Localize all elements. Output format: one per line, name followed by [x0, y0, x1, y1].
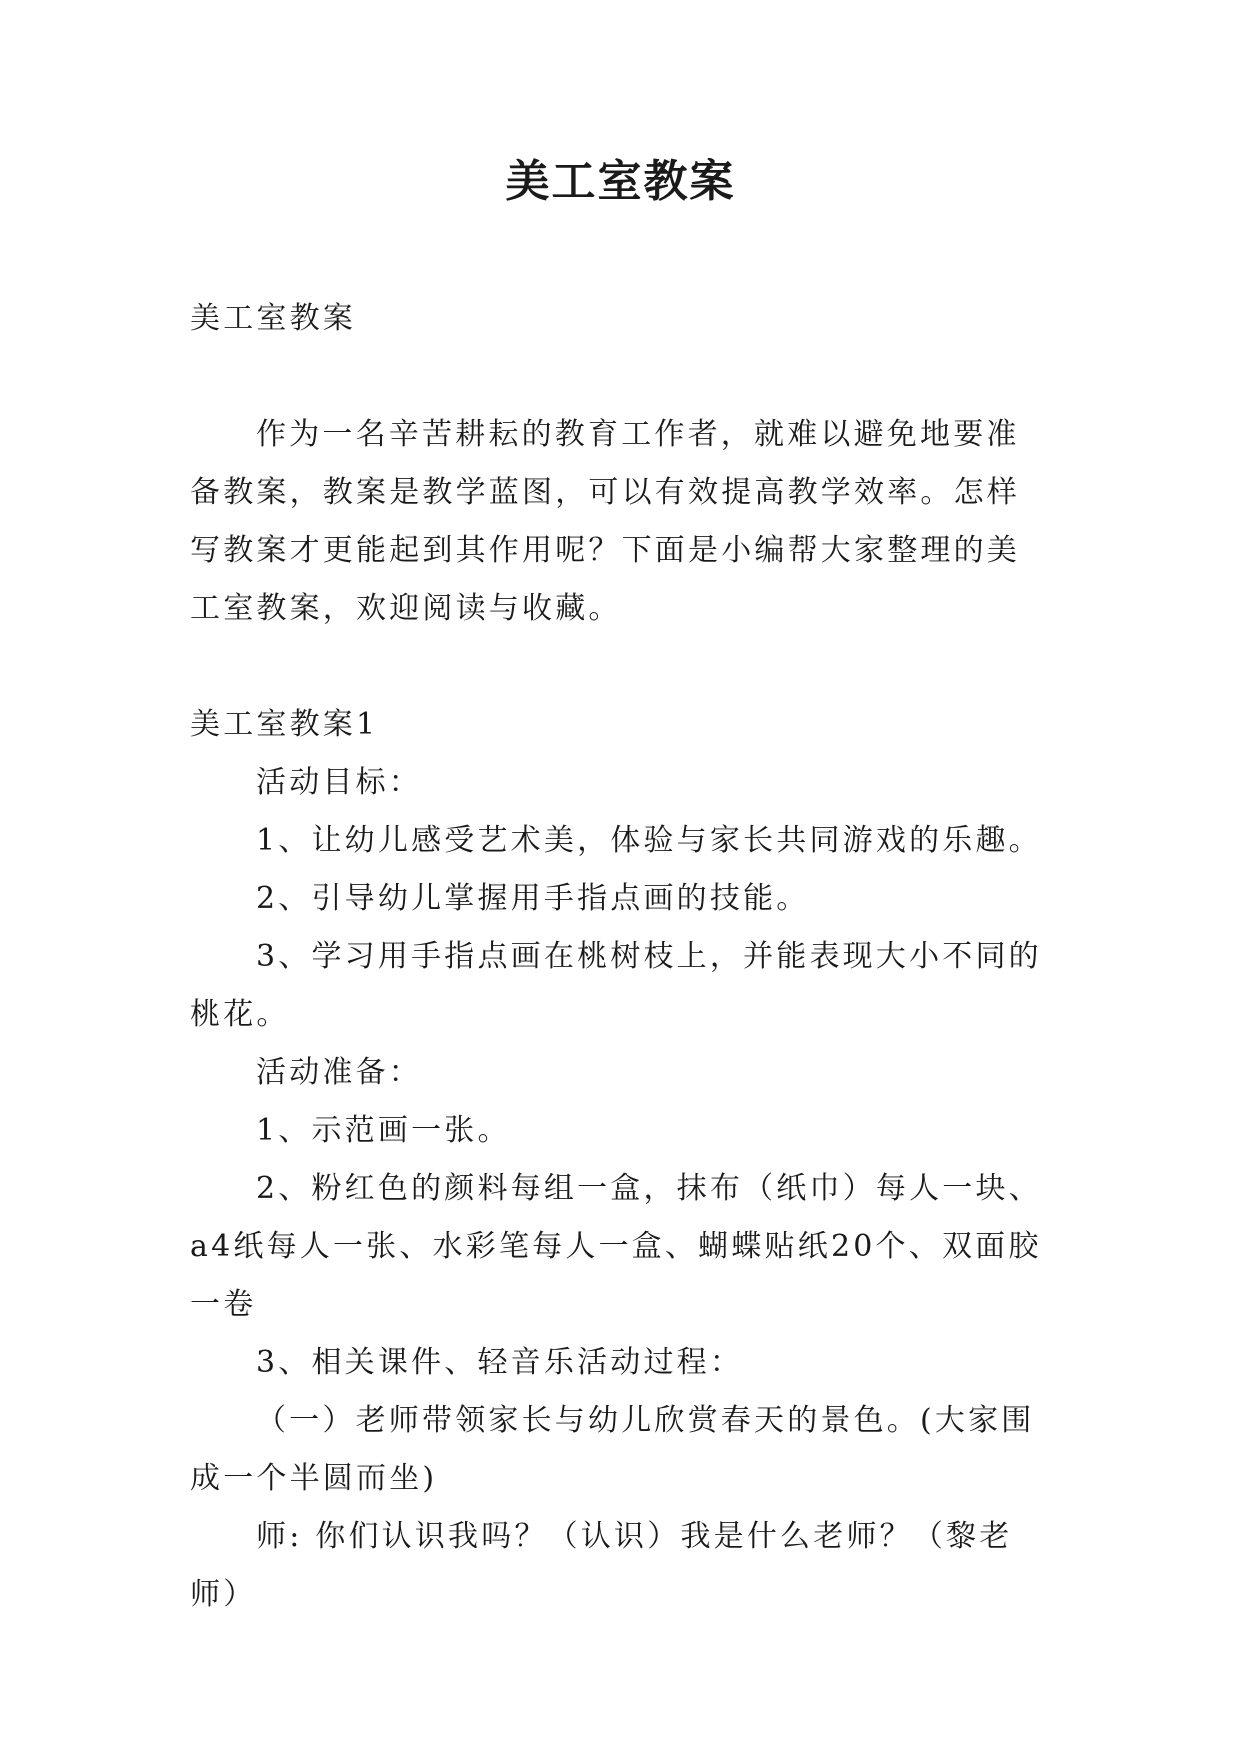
- goal-item: 2、引导幼儿掌握用手指点画的技能。: [256, 881, 810, 916]
- goal-item: 1、让幼儿感受艺术美，体验与家长共同游戏的乐趣。: [256, 823, 1042, 858]
- prep-label: 活动准备：: [256, 1055, 422, 1090]
- process-item: （一）老师带领家长与幼儿欣赏春天的景色。(大家围成一个半圆而坐): [190, 1403, 1035, 1496]
- document-subtitle: 美工室教案: [190, 301, 356, 336]
- intro-paragraph: 作为一名辛苦耕耘的教育工作者，就难以避免地要准备教案，教案是教学蓝图，可以有效提高教学效率。怎样写教案才更能起到其作用呢？下面是小编帮大家整理的美工室教案，欢迎阅读与收藏。: [190, 417, 1020, 626]
- goal-item: 3、学习用手指点画在桃树枝上，并能表现大小不同的桃花。: [190, 939, 1042, 1032]
- process-item: 师: 你们认识我吗？（认识）我是什么老师？（黎老师）: [190, 1519, 1013, 1612]
- section-heading: 美工室教案1: [190, 707, 379, 742]
- document-body: [190, 290, 1052, 1624]
- prep-item: 1、示范画一张。: [256, 1113, 511, 1148]
- document-title: 美工室教案: [505, 156, 736, 207]
- goals-label: 活动目标：: [256, 765, 422, 800]
- prep-item: 3、相关课件、轻音乐活动过程：: [256, 1345, 744, 1380]
- prep-item: 2、粉红色的颜料每组一盒，抹布（纸巾）每人一块、a4纸每人一张、水彩笔每人一盒、蝴蝶贴纸20个、双面胶一卷: [190, 1171, 1042, 1322]
